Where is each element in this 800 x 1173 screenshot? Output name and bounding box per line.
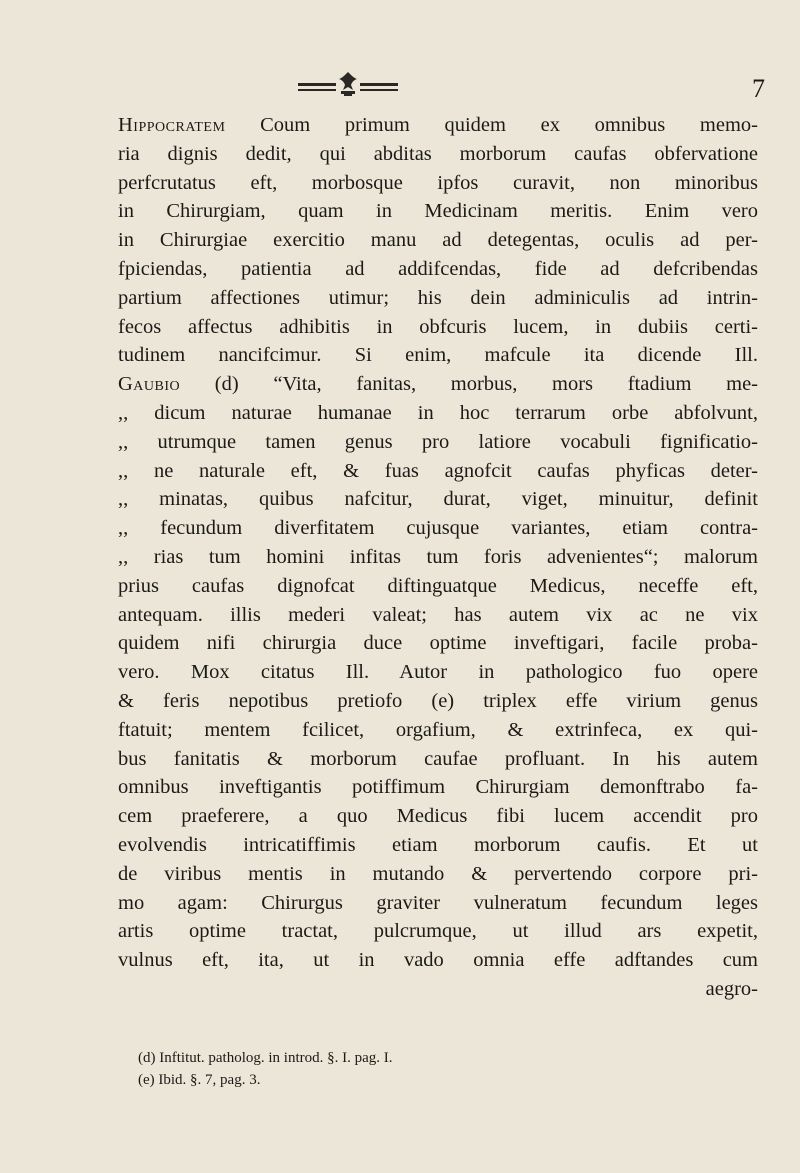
text-line: artis optime tractat, pulcrumque, ut illud ars expetit, [118, 920, 758, 943]
header-rule-right-thin [360, 89, 398, 91]
quote-line: ,, fecundum diverfitatem cujusque variantes, etiam contra- [118, 517, 758, 540]
footnotes [138, 1047, 738, 1091]
header-rule-left-thin [298, 89, 336, 91]
text-line: ria dignis dedit, qui abditas morborum caufas obfervatione [118, 142, 758, 165]
page-number: 7 [752, 74, 765, 103]
text-line: Gaubio (d) “Vita, fanitas, morbus, mors ftadium me- [118, 373, 758, 396]
text-line: quidem nifi chirurgia duce optime inveftigari, facile proba- [118, 632, 758, 655]
header-rule-left [298, 83, 336, 86]
text-line: de viribus mentis in mutando & pervertendo corpore pri- [118, 862, 758, 885]
catchword: aegro- [705, 977, 758, 1000]
quote-line: ,, minatas, quibus nafcitur, durat, viget, minuitur, definit [118, 488, 758, 511]
footnote-e: (e) Ibid. §. 7, pag. 3. [138, 1072, 261, 1088]
text-line: vero. Mox citatus Ill. Autor in pathologico fuo opere [118, 661, 758, 684]
quote-line: ,, rias tum homini infitas tum foris advenientes“; malorum [118, 545, 758, 568]
text-line: cem praeferere, a quo Medicus fibi lucem accendit pro [118, 805, 758, 828]
quote-line: ,, utrumque tamen genus pro latiore vocabuli fignificatio- [118, 430, 758, 453]
text-line: omnibus inveftigantis potiffimum Chirurgiam demonftrabo fa- [118, 776, 758, 799]
text-line: evolvendis intricatiffimis etiam morborum caufis. Et ut [118, 833, 758, 856]
text-line: & feris nepotibus pretiofo (e) triplex effe virium genus [118, 689, 758, 712]
text-line: vulnus eft, ita, ut in vado omnia effe adftandes cum [118, 949, 758, 972]
text-line: Hippocratem Coum primum quidem ex omnibus memo- [118, 114, 758, 136]
text-line: bus fanitatis & morborum caufae profluant. In his autem [118, 747, 758, 770]
text-line: mo agam: Chirurgus graviter vulneratum fecundum leges [118, 891, 758, 914]
body-text [118, 111, 758, 1004]
fleuron-ornament-icon [336, 70, 360, 98]
header-rule-right [360, 83, 398, 86]
text-line: in Chirurgiae exercitio manu ad detegentas, oculis ad per- [118, 229, 758, 252]
text-line: antequam. illis mederi valeat; has autem vix ac ne vix [118, 603, 758, 626]
author-name-gaubius: Gaubio [118, 373, 181, 396]
quote-line: ,, dicum naturae humanae in hoc terrarum orbe abfolvunt, [118, 401, 758, 424]
text-line: perfcrutatus eft, morbosque ipfos curavit, non minoribus [118, 171, 758, 194]
author-name-hippocrates: Hippocratem [118, 114, 226, 136]
text-line: fecos affectus adhibitis in obfcuris lucem, in dubiis certi- [118, 315, 758, 338]
text-line: prius caufas dignofcat diftinguatque Medicus, neceffe eft, [118, 574, 758, 597]
footnote-d: (d) Inftitut. patholog. in introd. §. I. pag. I. [138, 1050, 393, 1066]
text-line: ftatuit; mentem fcilicet, orgafium, & extrinfeca, ex qui- [118, 718, 758, 741]
text-line: in Chirurgiam, quam in Medicinam meritis. Enim vero [118, 200, 758, 223]
text-line: tudinem nancifcimur. Si enim, mafcule ita dicende Ill. [118, 344, 758, 367]
page-header [0, 66, 800, 106]
quote-line: ,, ne naturale eft, & fuas agnofcit caufas phyficas deter- [118, 459, 758, 482]
text-line: partium affectiones utimur; his dein adminiculis ad intrin- [118, 286, 758, 309]
text-line: fpiciendas, patientia ad addifcendas, fide ad defcribendas [118, 257, 758, 280]
